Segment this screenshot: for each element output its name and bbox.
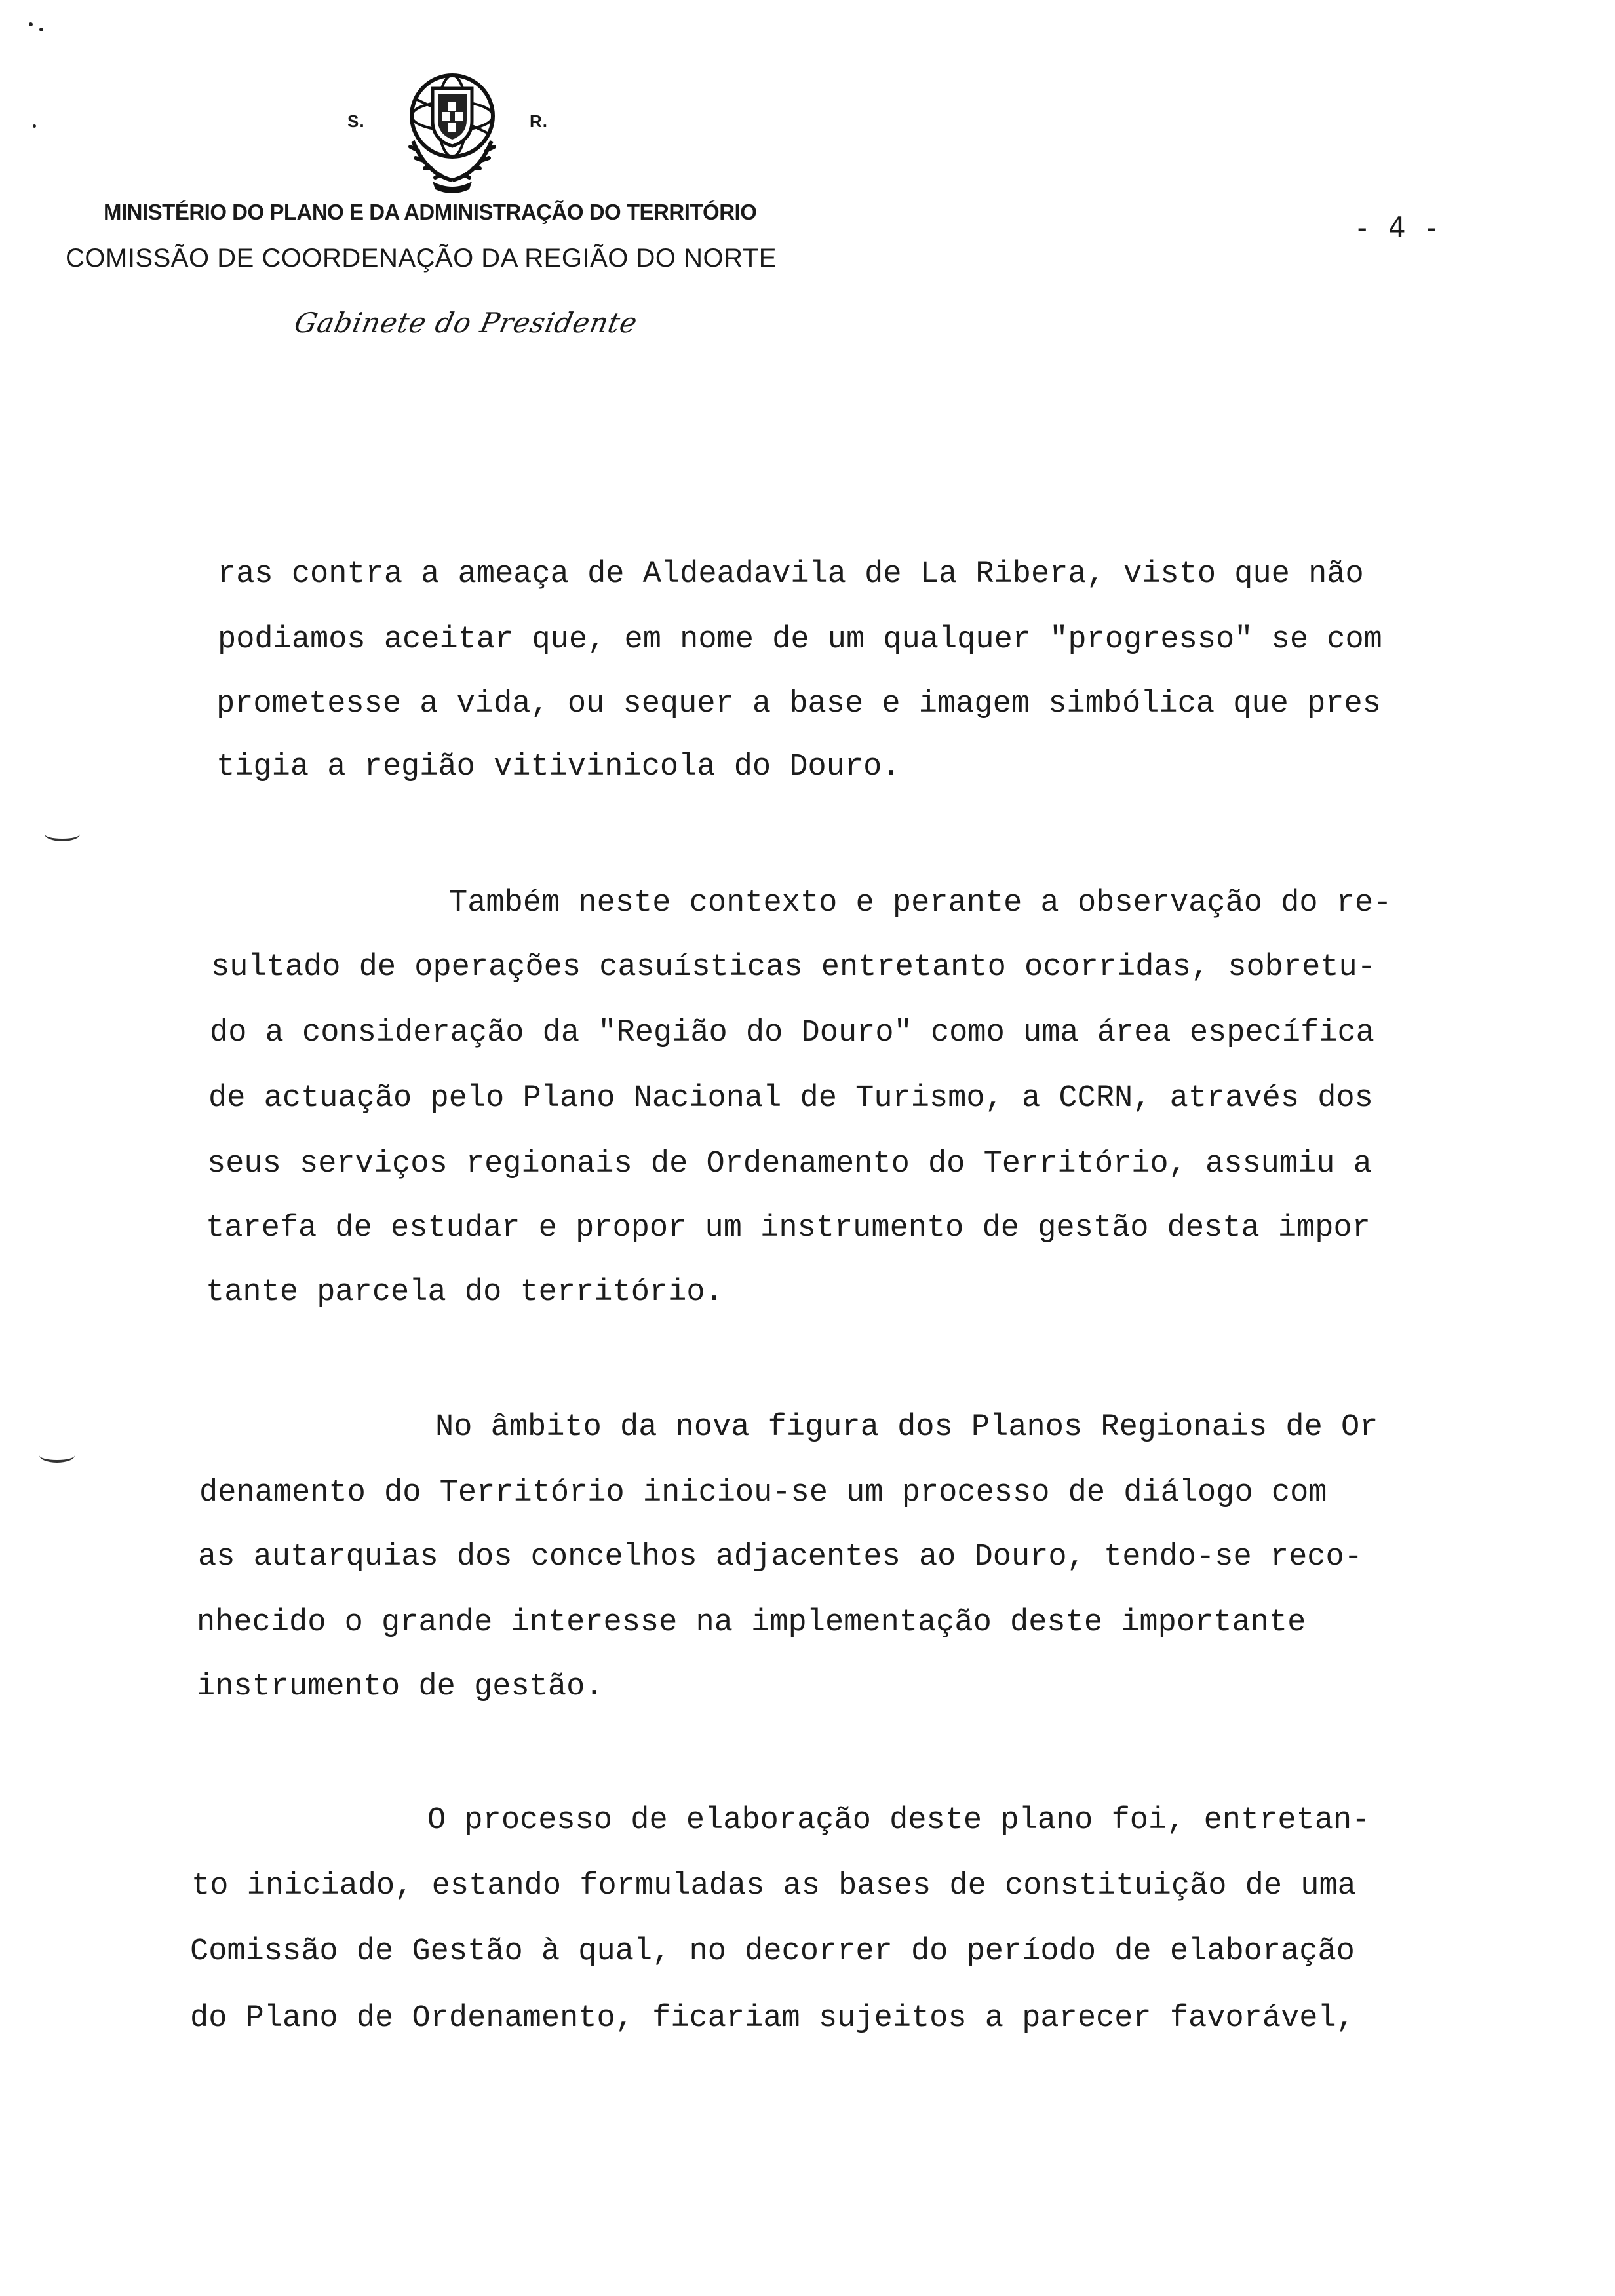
text-line: O processo de elaboração deste plano foi, entretan- bbox=[427, 1803, 1371, 1838]
seal-letter-r: R. bbox=[530, 111, 548, 131]
text-line: Comissão de Gestão à qual, no decorrer do período de elaboração bbox=[190, 1934, 1355, 1969]
seal-letter-s: S. bbox=[347, 111, 365, 131]
text-line: denamento do Território iniciou-se um processo de diálogo com bbox=[199, 1476, 1327, 1510]
ministry-name: MINISTÉRIO DO PLANO E DA ADMINISTRAÇÃO DO TERRITÓRIO bbox=[104, 200, 757, 224]
text-line: do a consideração da "Região do Douro" como uma área específica bbox=[210, 1016, 1374, 1050]
commission-name: COMISSÃO DE COORDENAÇÃO DA REGIÃO DO NORTE bbox=[66, 244, 777, 273]
text-line: ras contra a ameaça de Aldeadavila de La Ribera, visto que não bbox=[218, 557, 1364, 592]
text-line: sultado de operações casuísticas entretanto ocorridas, sobretu- bbox=[211, 950, 1376, 985]
text-line: prometesse a vida, ou sequer a base e imagem simbólica que pres bbox=[216, 687, 1381, 721]
office-name: Gabinete do Presidente bbox=[291, 307, 641, 339]
text-line: nhecido o grande interesse na implementação deste importante bbox=[197, 1605, 1306, 1640]
text-line: tante parcela do território. bbox=[206, 1275, 724, 1310]
text-line: tigia a região vitivinicola do Douro. bbox=[216, 750, 901, 784]
text-line: Também neste contexto e perante a observação do re- bbox=[449, 886, 1392, 921]
text-line: No âmbito da nova figura dos Planos Regionais de Or bbox=[435, 1410, 1378, 1445]
page-number: - 4 - bbox=[1353, 211, 1441, 244]
text-line: seus serviços regionais de Ordenamento do Território, assumiu a bbox=[207, 1147, 1372, 1181]
text-line: podiamos aceitar que, em nome de um qualquer "progresso" se com bbox=[218, 622, 1382, 657]
text-line: de actuação pelo Plano Nacional de Turismo, a CCRN, através dos bbox=[208, 1081, 1373, 1116]
text-line: instrumento de gestão. bbox=[197, 1670, 604, 1704]
text-line: as autarquias dos concelhos adjacentes ao Douro, tendo-se reco- bbox=[198, 1540, 1363, 1575]
text-line: to iniciado, estando formuladas as bases de constituição de uma bbox=[191, 1869, 1356, 1904]
text-line: tarefa de estudar e propor um instrumento de gestão desta impor bbox=[206, 1211, 1371, 1246]
text-line: do Plano de Ordenamento, ficariam sujeitos a parecer favorável, bbox=[190, 2001, 1355, 2036]
